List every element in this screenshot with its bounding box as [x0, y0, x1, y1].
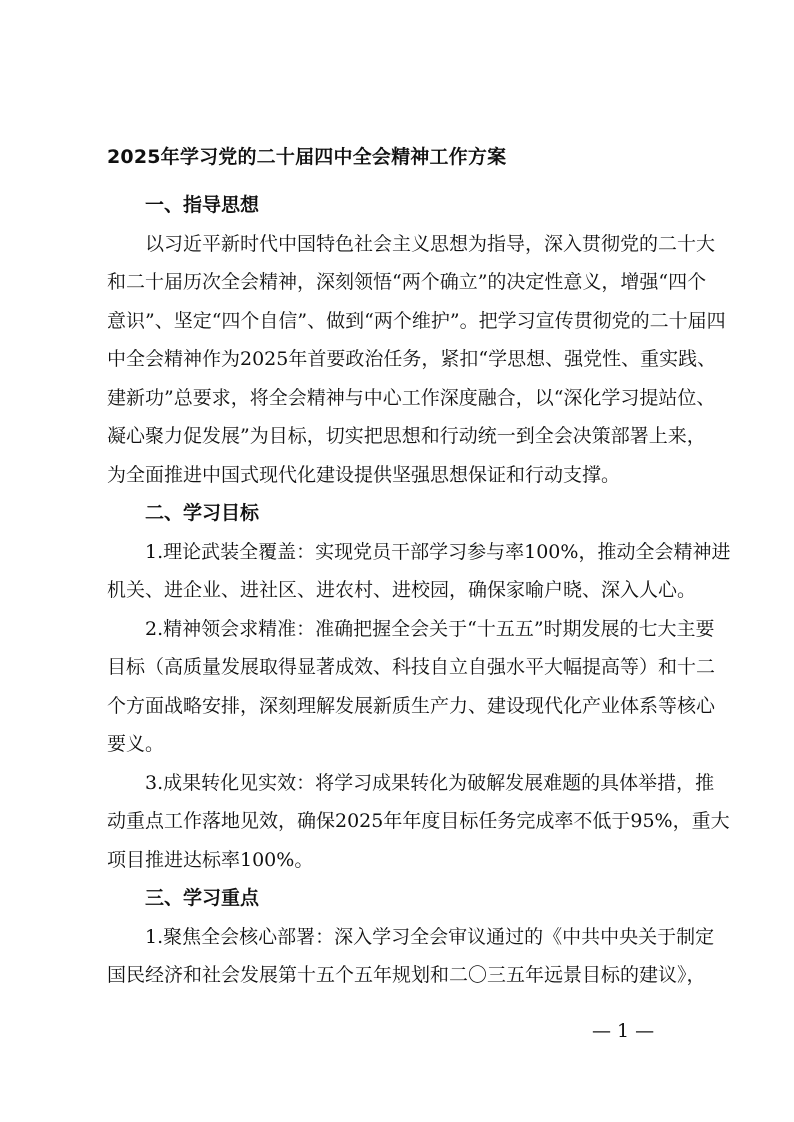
text-line: 国民经济和社会发展第十五个五年规划和二〇三五年远景目标的建议》， — [107, 964, 706, 986]
text-line: 1.理论武装全覆盖：实现党员干部学习参与率100%，推动全会精神进 — [145, 540, 731, 563]
document-body — [107, 186, 731, 995]
document-title: 2025年学习党的二十届四中全会精神工作方案 — [107, 146, 507, 168]
text-line: 1.聚焦全会核心部署：深入学习全会审议通过的《中共中央关于制定 — [145, 925, 715, 948]
section-heading-learning-focus: 三、学习重点 — [145, 887, 260, 909]
text-line: 动重点工作落地见效，确保2025年年度目标任务完成率不低于95%，重大 — [107, 810, 730, 832]
paragraph-goal-3 — [107, 764, 730, 880]
text-line: 凝心聚力促发展”为目标，切实把思想和行动统一到全会决策部署上来， — [107, 425, 706, 447]
text-line: 中全会精神作为2025年首要政治任务，紧扣“学思想、强党性、重实践、 — [107, 348, 717, 370]
text-line: 建新功”总要求，将全会精神与中心工作深度融合，以“深化学习提站位、 — [107, 386, 716, 409]
text-line: 以习近平新时代中国特色社会主义思想为指导，深入贯彻党的二十大 — [145, 232, 716, 255]
paragraph-guiding-ideology — [107, 225, 726, 495]
text-line: 项目推进达标率100%。 — [107, 848, 314, 871]
text-line: 要义。 — [107, 733, 165, 755]
text-line: 3.成果转化见实效：将学习成果转化为破解发展难题的具体举措，推 — [145, 771, 715, 794]
text-line: 和二十届历次全会精神，深刻领悟“两个确立”的决定性意义，增强“四个 — [107, 271, 707, 293]
text-line: 意识”、坚定“四个自信”、做到“两个维护”。把学习宣传贯彻党的二十届四 — [107, 309, 726, 332]
paragraph-focus-1 — [107, 918, 715, 995]
text-line: 2.精神领会求精准：准确把握全会关于“十五五”时期发展的七大主要 — [145, 617, 715, 640]
text-line: 机关、进企业、进社区、进农村、进校园，确保家喻户晓、深入人心。 — [107, 579, 697, 601]
paragraph-goal-1 — [107, 533, 731, 610]
page-number: — 1 — — [592, 1020, 655, 1042]
section-heading-learning-goals: 二、学习目标 — [145, 502, 260, 524]
text-line: 为全面推进中国式现代化建设提供坚强思想保证和行动支撑。 — [107, 463, 621, 486]
text-line: 目标（高质量发展取得显著成效、科技自立自强水平大幅提高等）和十二 — [107, 656, 716, 678]
section-heading-guiding-ideology: 一、指导思想 — [145, 194, 260, 216]
text-line: 个方面战略安排，深刻理解发展新质生产力、建设现代化产业体系等核心 — [107, 694, 716, 717]
paragraph-goal-2 — [107, 610, 716, 764]
